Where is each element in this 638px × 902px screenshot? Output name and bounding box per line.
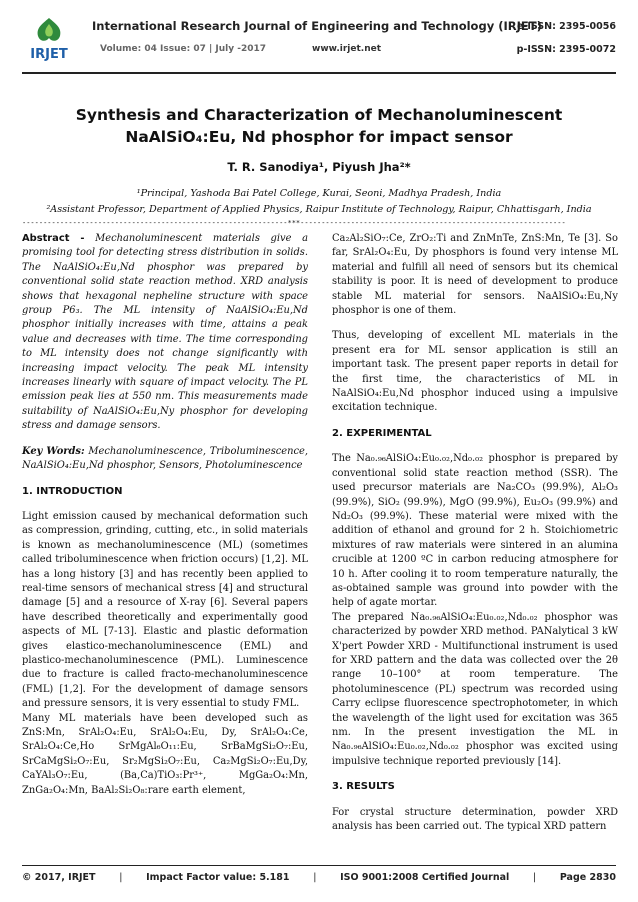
- footer-impact-factor: Impact Factor value: 5.181: [146, 872, 290, 883]
- results-paragraph-1: For crystal structure determination, powder XRD analysis has been carried out. The typical XRD pattern: [332, 806, 618, 833]
- title-line-2: NaAlSiO₄:Eu, Nd phosphor for impact sensor: [125, 128, 513, 146]
- results-heading: 3. RESULTS: [332, 781, 395, 793]
- keywords-text: Mechanoluminescence, Triboluminescence, NaAlSiO₄:Eu,Nd phosphor, Sensors, Photoluminescence: [22, 445, 309, 472]
- affiliation-1: ¹Principal, Yashoda Bai Patel College, Kurai, Seoni, Madhya Pradesh, India: [136, 188, 502, 199]
- footer-iso: ISO 9001:2008 Certified Journal: [340, 872, 510, 883]
- journal-website-link[interactable]: www.irjet.net: [312, 44, 382, 54]
- journal-name: International Research Journal of Engineering and Technology (IRJET): [92, 19, 542, 33]
- introduction-paragraph-1: Light emission caused by mechanical deformation such as compression, grinding, cutting, etc., in solid materials is known as mechanoluminescence (ML) (sometimes called triboluminescence when friction occurs) [1,2]. ML has a long history [3] and has recently been applied to real-time sensors of mechanical stress [4] and structural damage [5] and a resource of X-ray [6]. Several papers have described theoretically and experimentally good aspects of ML [7-13]. Elastic and plastic deformation gives elastico-mechanoluminescence (EML) and plastico-mechanoluminescence (PML). Luminescence due to fracture is called fracto-mechanoluminescence (FML) [1,2]. For the development of damage sensors and pressure sensors, it is very essential to study FML.: [22, 510, 308, 710]
- section-separator: ---------------------------------------------------------------***---------------------------------------------------------------: [22, 219, 566, 227]
- footer-separator: |: [532, 872, 537, 883]
- header-divider: [22, 72, 616, 74]
- paper-title: [0, 104, 638, 148]
- volume-issue: Volume: 04 Issue: 07 | July -2017: [100, 44, 267, 54]
- experimental-paragraph-2: The prepared Na₀.₉₆AlSiO₄:Eu₀.₀₂,Nd₀.₀₂ phosphor was characterized by powder XRD method. PANalytical 3 kW X'pert Powder XRD - Multifunctional instrument is used for XRD pattern and the data was collected over the 2θ range 10–100° at room temperature. The photoluminescence (PL) spectrum was recorded using Carry eclipse fluorescence spectrophotometer, in which the wavelength of the light used for excitation was 365 nm. In the present investigation the ML in Na₀.₉₆AlSiO₄:Eu₀.₀₂,Nd₀.₀₂ phosphor was excited using impulsive technique reported previously [14].: [332, 611, 618, 767]
- right-column: [332, 232, 618, 834]
- keywords: [22, 445, 308, 474]
- experimental-heading: 2. EXPERIMENTAL: [332, 427, 432, 439]
- footer-separator: |: [313, 872, 317, 883]
- introduction-heading: 1. INTRODUCTION: [22, 485, 123, 497]
- journal-header: [22, 14, 616, 64]
- footer-separator: |: [119, 872, 123, 883]
- irjet-logo: [22, 14, 76, 64]
- introduction-paragraph-2-continued: Ca₂Al₂SiO₇:Ce, ZrO₂:Ti and ZnMnTe, ZnS:Mn, Te [3]. So far, SrAl₂O₄:Eu, Dy phosphors is found very intense ML material and fulfill all need of sensors but its chemical stability is poor. It is need of development to produce stable ML material for sensors. NaAlSiO₄:Eu,Ny phosphor is one of them.: [332, 233, 618, 317]
- abstract-text: Mechanoluminescent materials give a promising tool for detecting stress distribution in solids. The NaAlSiO₄:Eu,Nd phosphor was prepared by conventional solid state reaction method. XRD analysis shows that hexagonal nepheline structure with space group P6₃. The ML intensity of NaAlSiO₄:Eu,Nd phosphor initially increases with time, attains a peak value and decreases with time. The time corresponding to ML intensity does not change significantly with increasing impact velocity. The peak ML intensity increases linearly with square of impact velocity. The PL emission peak lies at 550 nm. This measurements made suitability of NaAlSiO₄:Eu,Ny phosphor for developing stress and damage sensors.: [22, 233, 308, 432]
- introduction-paragraph-3: Thus, developing of excellent ML materials in the present era for ML sensor application is still an important task. The present paper reports in detail for the first time, the characteristics of ML in NaAlSiO₄:Eu,Nd phosphor induced using a impulsive excitation technique.: [332, 330, 618, 414]
- title-line-1: Synthesis and Characterization of Mechanoluminescent: [75, 106, 563, 124]
- experimental-paragraph-1: The Na₀.₉₆AlSiO₄:Eu₀.₀₂,Nd₀.₀₂ phosphor is prepared by conventional solid state reaction method (SSR). The used precursor materials are Na₂CO₃ (99.9%), Al₂O₃ (99.9%), SiO₂ (99.9%), MgO (99.9%), Eu₂O₃ (99.9%) and Nd₂O₃ (99.9%). These material were mixed with the addition of ethanol and ground for 2 h. Stoichiometric mixtures of raw materials were sintered in an alumina crucible at 1200 ºC in carbon reducing atmosphere for 10 h. After cooling it to room temperature naturally, the as-obtained sample was ground into powder with the help of agate mortar.: [332, 453, 618, 609]
- logo-text: IRJET: [30, 47, 68, 62]
- page-footer: [22, 872, 616, 883]
- footer-copyright: © 2017, IRJET: [22, 872, 96, 883]
- keywords-label: Key Words:: [22, 445, 85, 457]
- authors: T. R. Sanodiya¹, Piyush Jha²*: [227, 160, 411, 174]
- introduction-paragraph-2: Many ML materials have been developed such as ZnS:Mn, SrAl₂O₄:Eu, SrAl₂O₄:Eu, Dy, SrAl₂O₄:Ce, SrAl₂O₄:Ce,Ho SrMgAl₆O₁₁:Eu, SrBaMgSi₂O₇:Eu, SrCaMgSi₂O₇:Eu, Sr₂MgSi₂O₇:Eu, Ca₂MgSi₂O₇:Eu,Dy, CaYAl₃O₇:Eu, (Ba,Ca)TiO₃:Pr³⁺, MgGa₂O₄:Mn, ZnGa₂O₄:Mn, BaAl₂Si₂O₈:rare earth element,: [22, 712, 308, 796]
- footer-divider: [22, 865, 616, 866]
- abstract-label: Abstract -: [22, 233, 85, 244]
- left-column: [22, 232, 308, 798]
- abstract: [22, 232, 308, 434]
- footer-page-number: Page 2830: [559, 872, 616, 883]
- e-issn: e-ISSN: 2395-0056: [516, 21, 616, 32]
- p-issn: p-ISSN: 2395-0072: [516, 44, 616, 55]
- affiliation-2: ²Assistant Professor, Department of Applied Physics, Raipur Institute of Technology, Raipur, Chhattisgarh, India: [46, 204, 592, 215]
